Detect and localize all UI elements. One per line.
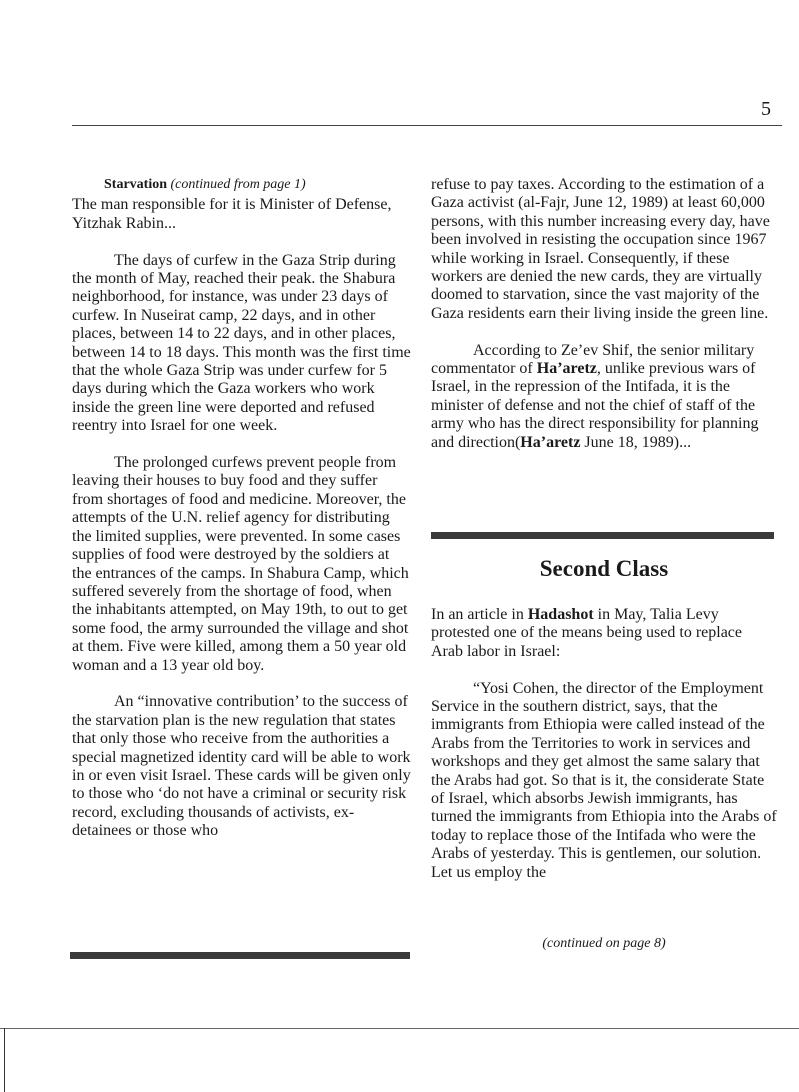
continued-from-note: (continued from page 1) — [170, 177, 306, 192]
right-column-bottom — [431, 606, 777, 882]
column-end-bar — [70, 952, 410, 959]
paragraph: In an article in Hadashot in May, Talia Levy protested one of the means being used to replace Arab labor in Israel: — [431, 606, 742, 660]
paragraph: “Yosi Cohen, the director of the Employment Service in the southern district, says, that the immigrants from Ethiopia were called instead of the Arabs from the Territories to work in services and workshops and they get almost the same salary that the Arabs had got. So that is it, the considerate State of Israel, which absorbs Jewish immigrants, has turned the immigrants from Ethiopia into the Arabs of today to replace those of the Intifada who were the Arabs of yesterday. This is gentlemen, our solution. Let us employ the — [431, 679, 777, 881]
continued-on-note: (continued on page 8) — [542, 936, 666, 951]
section-divider-bar — [431, 532, 774, 539]
paragraph: The man responsible for it is Minister of Defense, Yitzhak Rabin... — [72, 196, 392, 232]
paragraph: According to Ze’ev Shif, the senior military commentator of Ha’aretz, unlike previous wars of Israel, in the repression of the Intifada, it is the minister of defense and not the chief of staff of the army who has the direct responsibility for planning and direction(Ha’aretz June 18, 1989)... — [431, 341, 759, 451]
paragraph: An “innovative contribution’ to the success of the starvation plan is the new regulation that states that only those who receive from the authorities a special magnetized identity card will be able to work in or even visit Israel. These cards will be given only to those who ‘do not have a criminal or security risk record, excluding thousands of activists, ex-detainees or those who — [72, 693, 411, 840]
publication-name: Ha’aretz — [536, 360, 597, 378]
right-column-top — [431, 176, 777, 452]
left-column — [72, 176, 412, 841]
page-edge-corner — [4, 1028, 5, 1092]
publication-name: Hadashot — [527, 606, 594, 623]
paragraph: The days of curfew in the Gaza Strip during the month of May, reached their peak. the Shabura neighborhood, for instance, was under 23 days of curfew. In Nuseirat camp, 22 days, and in other places, between 14 to 22 days, and in other places, between 14 to 18 days. This month was the first time that the whole Gaza Strip was under curfew for 5 days during which the Gaza workers who work inside the green line were deported and refused reentry into Israel for one week. — [72, 251, 411, 435]
article-title: Starvation — [104, 177, 167, 192]
header-rule — [72, 125, 782, 126]
publication-name: Ha’aretz — [520, 433, 581, 451]
article-heading — [72, 176, 412, 194]
paragraph: The prolonged curfews prevent people from leaving their houses to buy food and they suffer from shortages of food and medicine. Moreover, the attempts of the U.N. relief agency for distributing the limited supplies, were prevented. In some cases supplies of food were destroyed by the soldiers at the entrances of the camps. In Shabura Camp, which suffered severely from the shortage of food, when the inhabitants attempted, on May 19th, to out to get some food, the army surrounded the village and shot at them. Five were killed, among them a 50 year old woman and a 13 year old boy. — [72, 454, 409, 674]
section-title: Second Class — [539, 556, 669, 581]
paragraph: refuse to pay taxes. According to the estimation of a Gaza activist (al-Fajr, June 12, 1989) at least 60,000 persons, with this number increasing every day, have been involved in resisting the occupation since 1967 while working in Israel. Consequently, if these workers are denied the new cards, they are virtually doomed to starvation, since the vast majority of the Gaza residents earn their living inside the green line. — [431, 176, 770, 322]
page-number: 5 — [761, 98, 771, 120]
page-edge-line — [0, 1028, 799, 1029]
